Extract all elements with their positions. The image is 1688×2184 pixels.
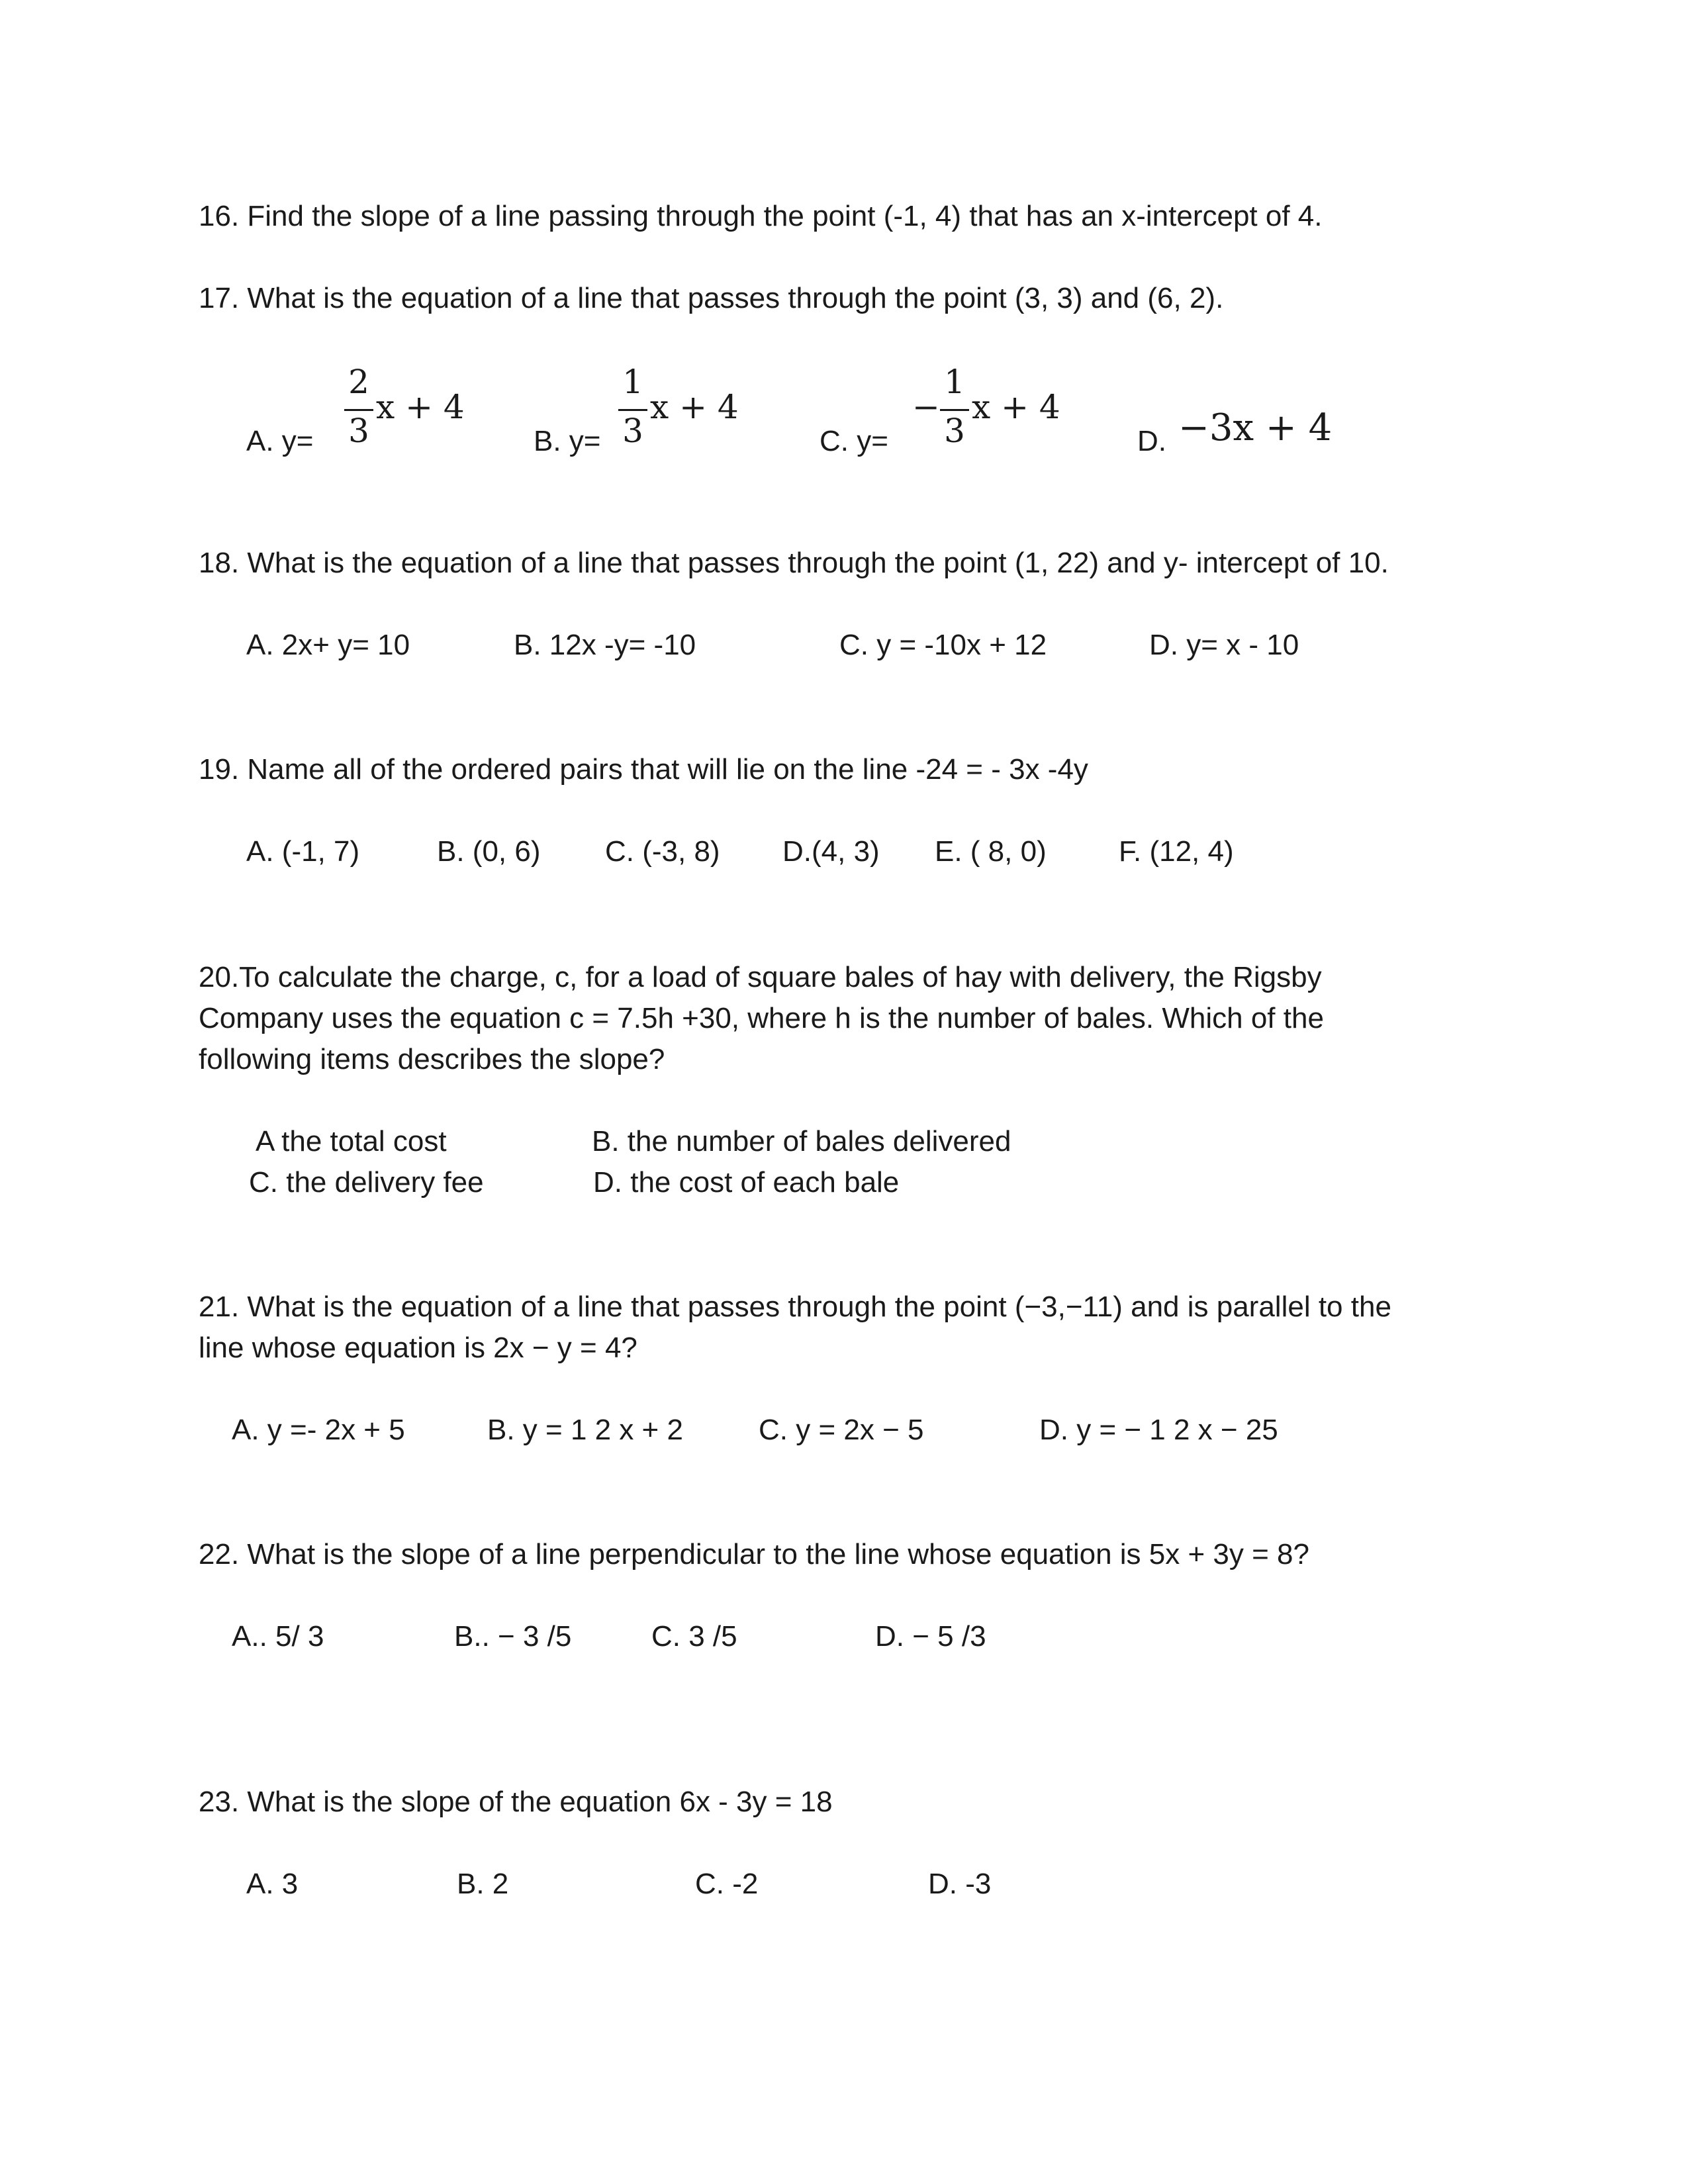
q18-option-a: A. 2x+ y= 10 [246,629,410,661]
q23-option-a: A. 3 [246,1868,299,1900]
q17-option-d-expr: −3x + 4 [1178,406,1333,449]
question-23: 23. What is the slope of the equation 6x - 3y = 18 [199,1786,833,1818]
q18-option-b: B. 12x -y= -10 [514,629,696,661]
question-20-line-3: following items describes the slope? [199,1043,665,1075]
q17-option-c-rest: x + 4 [972,388,1060,426]
question-22: 22. What is the slope of a line perpendicular to the line whose equation is 5x + 3y = 8? [199,1538,1309,1570]
q17-option-b-denominator: 3 [622,412,643,450]
q18-option-d: D. y= x - 10 [1149,629,1299,661]
q19-option-d: D.(4, 3) [782,835,880,868]
q17-option-c-fraction-bar [940,409,969,411]
question-21-line-1: 21. What is the equation of a line that passes through the point (−3,−11) and is parallel to the [199,1291,1391,1323]
q17-option-a-numerator: 2 [348,363,369,401]
q19-option-f: F. (12, 4) [1119,835,1234,868]
q23-option-c: C. -2 [695,1868,759,1900]
q20-option-d: D. the cost of each bale [593,1166,900,1199]
q21-option-d: D. y = − 1 2 x − 25 [1039,1414,1278,1446]
q17-option-d-label: D. [1137,425,1166,457]
q18-option-c: C. y = -10x + 12 [839,629,1047,661]
q17-option-a-denominator: 3 [348,412,369,450]
q22-option-b: B.. − 3 /5 [454,1620,572,1653]
q19-option-e: E. ( 8, 0) [935,835,1047,868]
q22-option-c: C. 3 /5 [651,1620,737,1653]
q17-option-c-numerator: 1 [944,363,965,401]
q21-option-a: A. y =- 2x + 5 [232,1414,405,1446]
q19-option-c: C. (-3, 8) [605,835,720,868]
q21-option-c: C. y = 2x − 5 [759,1414,924,1446]
q22-option-a: A.. 5/ 3 [232,1620,324,1653]
q17-option-a-rest: x + 4 [376,388,465,426]
q17-option-b-rest: x + 4 [650,388,739,426]
q23-option-d: D. -3 [928,1868,992,1900]
q17-option-a-fraction-bar [344,409,373,411]
q17-option-c-label: C. y= [820,425,888,457]
question-17: 17. What is the equation of a line that passes through the point (3, 3) and (6, 2). [199,282,1224,314]
q22-option-d: D. − 5 /3 [875,1620,986,1653]
q17-option-c-denominator: 3 [944,412,965,450]
question-20-line-2: Company uses the equation c = 7.5h +30, where h is the number of bales. Which of the [199,1002,1324,1034]
q17-option-c-sign: − [912,388,940,426]
q20-option-a: A the total cost [256,1125,447,1158]
q17-option-a-label: A. y= [246,425,314,457]
q19-option-a: A. (-1, 7) [246,835,360,868]
q17-option-b-numerator: 1 [622,363,643,401]
q20-option-b: B. the number of bales delivered [592,1125,1011,1158]
question-20-line-1: 20.To calculate the charge, c, for a load of square bales of hay with delivery, the Rigsby [199,961,1322,993]
q19-option-b: B. (0, 6) [437,835,541,868]
question-19: 19. Name all of the ordered pairs that will lie on the line -24 = - 3x -4y [199,753,1088,786]
q21-option-b: B. y = 1 2 x + 2 [487,1414,683,1446]
question-21-line-2: line whose equation is 2x − y = 4? [199,1332,637,1364]
q17-option-b-label: B. y= [534,425,601,457]
q20-option-c: C. the delivery fee [249,1166,484,1199]
q23-option-b: B. 2 [457,1868,509,1900]
question-16: 16. Find the slope of a line passing through the point (-1, 4) that has an x-intercept of 4. [199,200,1323,232]
question-18: 18. What is the equation of a line that passes through the point (1, 22) and y- intercept of 10. [199,547,1389,579]
q17-option-b-fraction-bar [618,409,647,411]
